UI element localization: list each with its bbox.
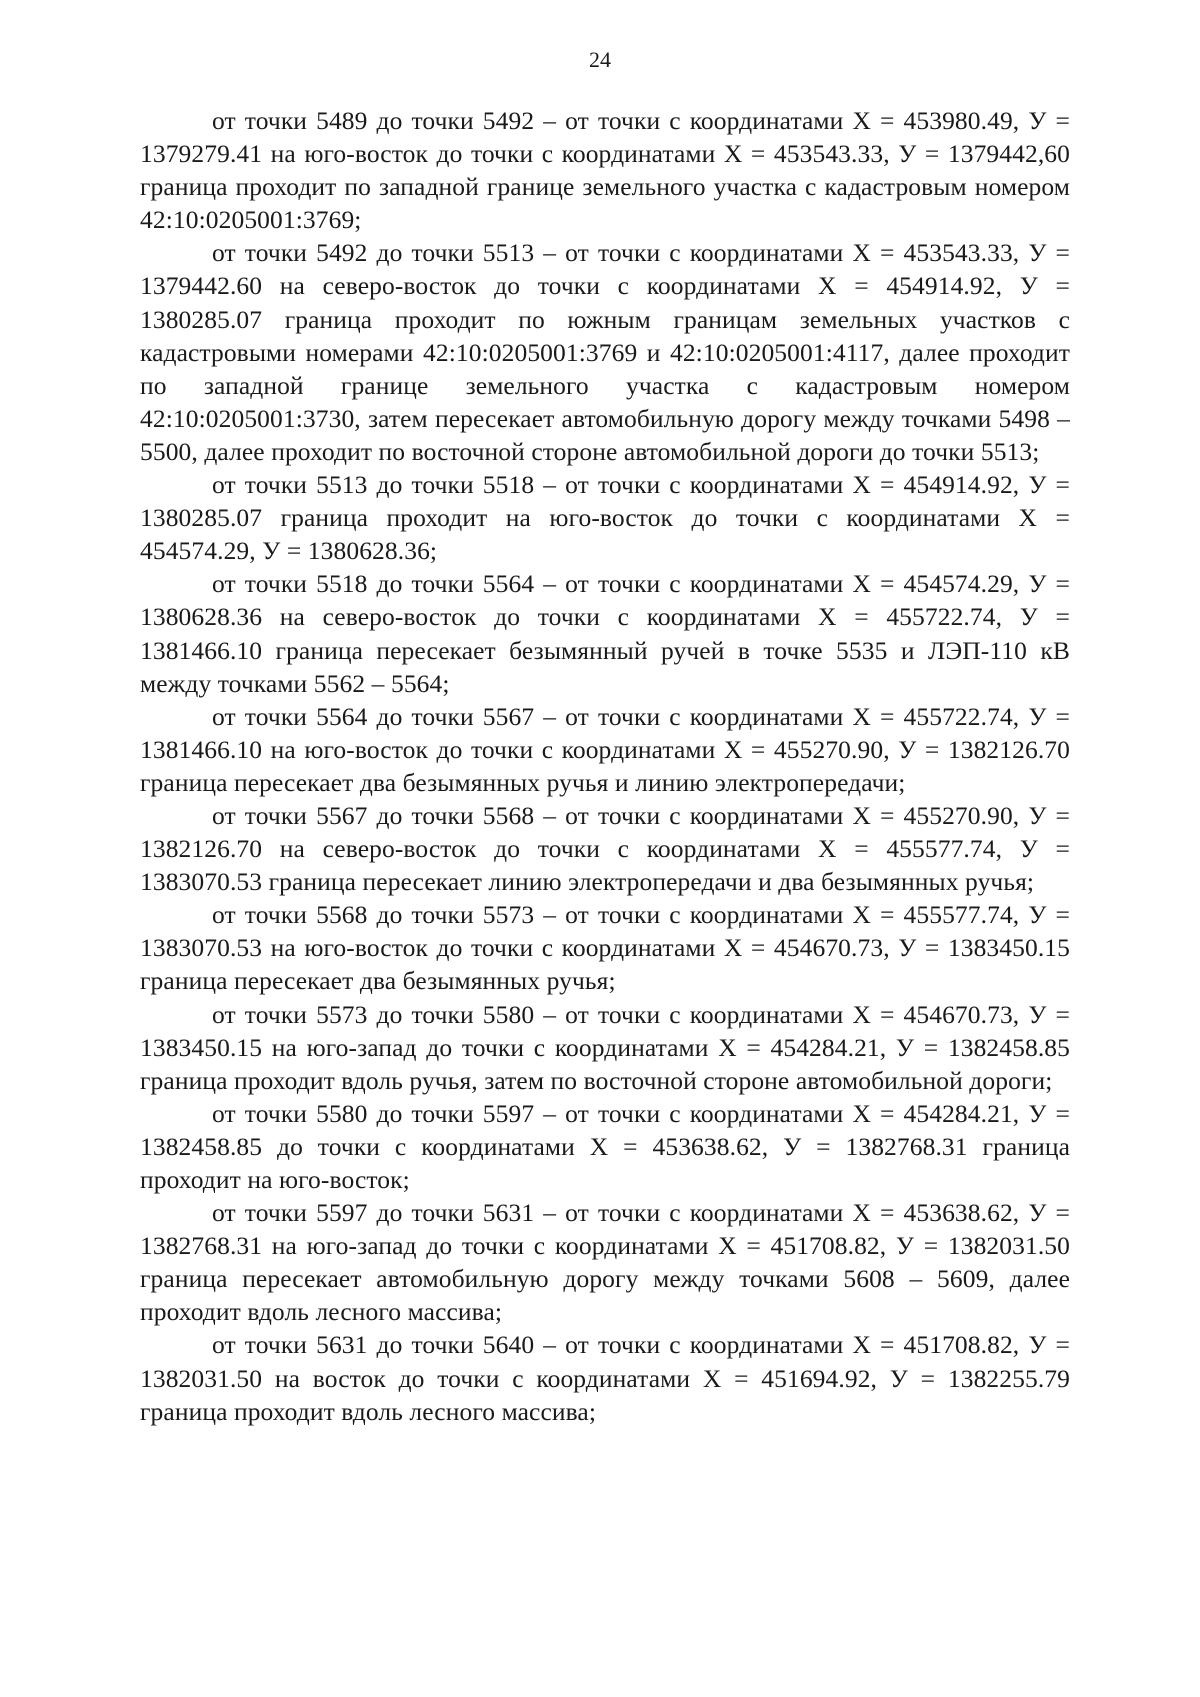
boundary-paragraph-5568-5573: от точки 5568 до точки 5573 – от точки с координатами Х = 455577.74, У = 1383070.53 на юго-восток до точки с координатами Х = 454670.73, У = 1383450.15 граница пересекает два безымянных ручья; [140,900,1070,996]
boundary-paragraph-5492-5513: от точки 5492 до точки 5513 – от точки с координатами Х = 453543.33, У = 1379442.60 на северо-восток до точки с координатами Х = 454914.92, У = 1380285.07 граница проходит по южным границам земельных участков с кадастровыми номерами 42:10:0205001:3769 и 42:10:0205001:4117, далее проходит по западной границе земельного участка с кадастровым номером 42:10:0205001:3730, затем пересекает автомобильную дорогу между точками 5498 – 5500, далее проходит по восточной стороне автомобильной дороги до точки 5513; [140,238,1070,466]
boundary-paragraph-5597-5631: от точки 5597 до точки 5631 – от точки с координатами Х = 453638.62, У = 1382768.31 на юго-запад до точки с координатами Х = 451708.82, У = 1382031.50 граница пересекает автомобильную дорогу между точками 5608 – 5609, далее проходит вдоль лесного массива; [140,1198,1070,1327]
boundary-paragraph-5489-5492: от точки 5489 до точки 5492 – от точки с координатами Х = 453980.49, У = 1379279.41 на юго-восток до точки с координатами Х = 453543.33, У = 1379442,60 граница проходит по западной границе земельного участка с кадастровым номером 42:10:0205001:3769; [140,106,1070,235]
boundary-paragraph-5580-5597: от точки 5580 до точки 5597 – от точки с координатами Х = 454284.21, У = 1382458.85 до точки с координатами Х = 453638.62, У = 1382768.31 граница проходит на юго-восток; [140,1098,1070,1194]
boundary-paragraph-5567-5568: от точки 5567 до точки 5568 – от точки с координатами Х = 455270.90, У = 1382126.70 на северо-восток до точки с координатами Х = 455577.74, У = 1383070.53 граница пересекает линию электропередачи и два безымянных ручья; [140,800,1070,897]
page-number: 24 [589,47,611,72]
boundary-paragraph-5631-5640: от точки 5631 до точки 5640 – от точки с координатами Х = 451708.82, У = 1382031.50 на восток до точки с координатами Х = 451694.92, У = 1382255.79 граница проходит вдоль лесного массива; [140,1330,1070,1426]
document-body [140,104,1070,1428]
boundary-paragraph-5518-5564: от точки 5518 до точки 5564 – от точки с координатами Х = 454574.29, У = 1380628.36 на северо-восток до точки с координатами Х = 455722.74, У = 1381466.10 граница пересекает безымянный ручей в точке 5535 и ЛЭП-110 кВ между точками 5562 – 5564; [140,569,1070,698]
boundary-paragraph-5513-5518: от точки 5513 до точки 5518 – от точки с координатами Х = 454914.92, У = 1380285.07 граница проходит на юго-восток до точки с координатами Х = 454574.29, У = 1380628.36; [140,470,1070,566]
boundary-paragraph-5573-5580: от точки 5573 до точки 5580 – от точки с координатами Х = 454670.73, У = 1383450.15 на юго-запад до точки с координатами Х = 454284.21, У = 1382458.85 граница проходит вдоль ручья, затем по восточной стороне автомобильной дороги; [140,999,1070,1095]
boundary-paragraph-5564-5567: от точки 5564 до точки 5567 – от точки с координатами Х = 455722.74, У = 1381466.10 на юго-восток до точки с координатами Х = 455270.90, У = 1382126.70 граница пересекает два безымянных ручья и линию электропередачи; [140,701,1070,797]
